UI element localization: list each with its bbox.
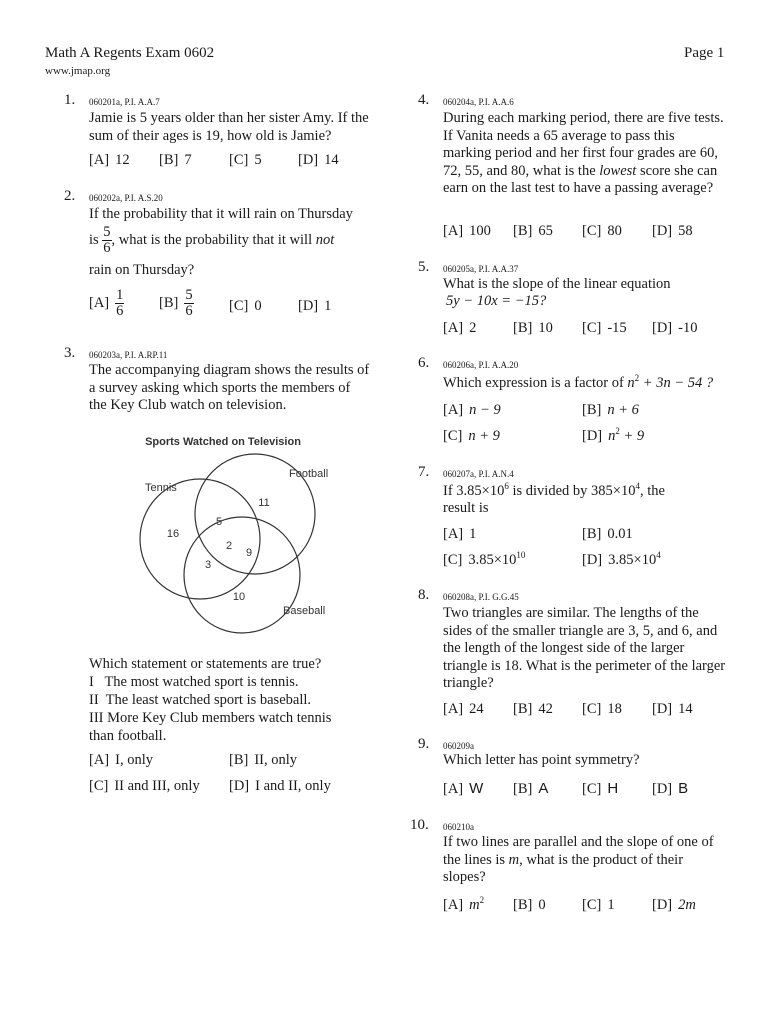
question-code: 060207a, P.I. A.N.4 <box>443 469 514 479</box>
option-a: [A] $\frac{1}{6}$ <box>89 287 124 319</box>
question-text: During each marking period, there are five tests. If Vanita needs a 65 average to pass this marking period and her first four grades are 60, 72, 55, and 80, what is the lowest score she can earn on the last test to have a passing average? <box>443 110 724 196</box>
option-a: [A] $m^2$ <box>443 895 485 913</box>
option-c: [C] $3.85\times 10^{10}$ <box>443 550 526 568</box>
question-number: 5. <box>418 259 430 275</box>
option-b: [B] n + 6 <box>582 402 639 418</box>
option-a: [A] 100 <box>443 223 491 239</box>
probability-fraction: $\frac{5}{6}$ <box>103 224 111 256</box>
option-a: [A] 1 <box>443 526 477 542</box>
baseball-only-value: 10 <box>232 591 246 603</box>
football-only-value: 11 <box>258 497 270 509</box>
venn-diagram <box>110 428 340 638</box>
option-c: [C] 1 <box>582 897 615 913</box>
question-text: What is the slope of the linear equation <box>443 276 671 292</box>
document-title: Math A Regents Exam 0602 <box>45 45 215 61</box>
page-number: Page 1 <box>684 45 725 61</box>
option-b: [B] 42 <box>513 701 553 717</box>
option-b: [B] 0 <box>513 897 546 913</box>
question-text: Which letter has point symmetry? <box>443 752 640 768</box>
question-text-line-3: rain on Thursday? <box>89 262 195 278</box>
option-d: [D] 14 <box>652 701 693 717</box>
question-code: 060206a, P.I. A.A.20 <box>443 360 519 370</box>
option-b: [B] 0.01 <box>582 526 633 542</box>
question-code: 060205a, P.I. A.A.37 <box>443 264 519 274</box>
option-d: [D] I and II, only <box>229 778 331 794</box>
question-number: 4. <box>418 92 430 108</box>
option-c: [C] 80 <box>582 223 622 239</box>
tennis-football-value: 5 <box>215 516 223 528</box>
statement-1: I The most watched sport is tennis. <box>89 674 299 690</box>
question-text-line-2: result is <box>443 500 489 516</box>
option-d: [D] 2m <box>652 897 696 913</box>
football-label: Football <box>289 468 329 480</box>
diagram-title: Sports Watched on Television <box>145 436 301 448</box>
option-d: [D] 58 <box>652 223 693 239</box>
question-number: 1. <box>64 92 76 108</box>
option-d: [D] $n^2 + 9$ <box>582 426 645 444</box>
question-number: 10. <box>410 817 429 833</box>
option-d: [D] 1 <box>298 298 332 314</box>
statement-prompt: Which statement or statements are true? <box>89 656 322 672</box>
option-a: [A] 12 <box>89 152 130 168</box>
option-b: [B] 65 <box>513 223 553 239</box>
question-code: 060203a, P.I. A.RP.11 <box>89 350 168 360</box>
statement-2: II The least watched sport is baseball. <box>89 692 311 708</box>
baseball-label: Baseball <box>283 605 326 617</box>
question-number: 7. <box>418 464 430 480</box>
option-a: [A] n − 9 <box>443 402 501 418</box>
question-text: Jamie is 5 years older than her sister Amy. If the sum of their ages is 19, how old is Jamie? <box>89 110 369 144</box>
tennis-only-value: 16 <box>166 528 180 540</box>
question-number: 9. <box>418 736 430 752</box>
question-text: The accompanying diagram shows the results of a survey asking which sports the members of the Key Club watch on television. <box>89 362 370 413</box>
option-a: [A] I, only <box>89 752 153 768</box>
question-code: 060208a, P.I. G.G.45 <box>443 592 519 602</box>
question-code: 060204a, P.I. A.A.6 <box>443 97 514 107</box>
question-text: If two lines are parallel and the slope of one of the lines is m, what is the product of their slopes? <box>443 834 714 885</box>
option-b: [B] A <box>513 780 549 797</box>
statement-3: III More Key Club members watch tennis than football. <box>89 710 332 744</box>
option-d: [D] $3.85\times 10^4$ <box>582 550 661 568</box>
question-number: 8. <box>418 587 430 603</box>
question-code: 060210a <box>443 822 474 832</box>
option-c: [C] H <box>582 780 619 797</box>
option-c: [C] II and III, only <box>89 778 200 794</box>
question-code: 060202a, P.I. A.S.20 <box>89 193 163 203</box>
option-c: [C] 0 <box>229 298 262 314</box>
question-text-line-2: is $\frac{5}{6}$ , what is the probability that it will not <box>89 224 335 256</box>
option-d: [D] -10 <box>652 320 698 336</box>
option-d: [D] 14 <box>298 152 339 168</box>
option-c: [C] 18 <box>582 701 622 717</box>
tennis-label: Tennis <box>145 482 177 494</box>
football-baseball-value: 9 <box>245 547 253 559</box>
question-number: 6. <box>418 355 430 371</box>
option-c: [C] n + 9 <box>443 428 500 444</box>
option-d: [D] B <box>652 780 689 797</box>
option-c: [C] -15 <box>582 320 627 336</box>
source-url: www.jmap.org <box>45 65 111 77</box>
option-a: [A] 2 <box>443 320 477 336</box>
tennis-baseball-value: 3 <box>204 559 212 571</box>
option-b: [B] 10 <box>513 320 553 336</box>
option-a: [A] 24 <box>443 701 484 717</box>
question-number: 3. <box>64 345 76 361</box>
question-text: Which expression is a factor of $n^2 + 3n - 54$ ? <box>443 373 714 391</box>
option-b: [B] $\frac{5}{6}$ <box>159 287 193 319</box>
option-b: [B] 7 <box>159 152 192 168</box>
all-three-value: 2 <box>225 540 233 552</box>
option-c: [C] 5 <box>229 152 262 168</box>
question-text: Two triangles are similar. The lengths of the sides of the smaller triangle are 3, 5, and 6, and the length of the longest side of the larger triangle is 18. What is the perimeter of the larger triangle? <box>443 605 726 691</box>
question-code: 060209a <box>443 741 474 751</box>
question-text-line-1: If $3.85\times 10^6$ is divided by $385\times 10^4$, the <box>443 481 665 499</box>
question-text-line-1: If the probability that it will rain on Thursday <box>89 206 353 222</box>
question-number: 2. <box>64 188 76 204</box>
question-code: 060201a, P.I. A.A.7 <box>89 97 160 107</box>
linear-equation: 5y − 10x = −15? <box>446 293 547 309</box>
option-a: [A] W <box>443 780 484 797</box>
option-b: [B] II, only <box>229 752 298 768</box>
